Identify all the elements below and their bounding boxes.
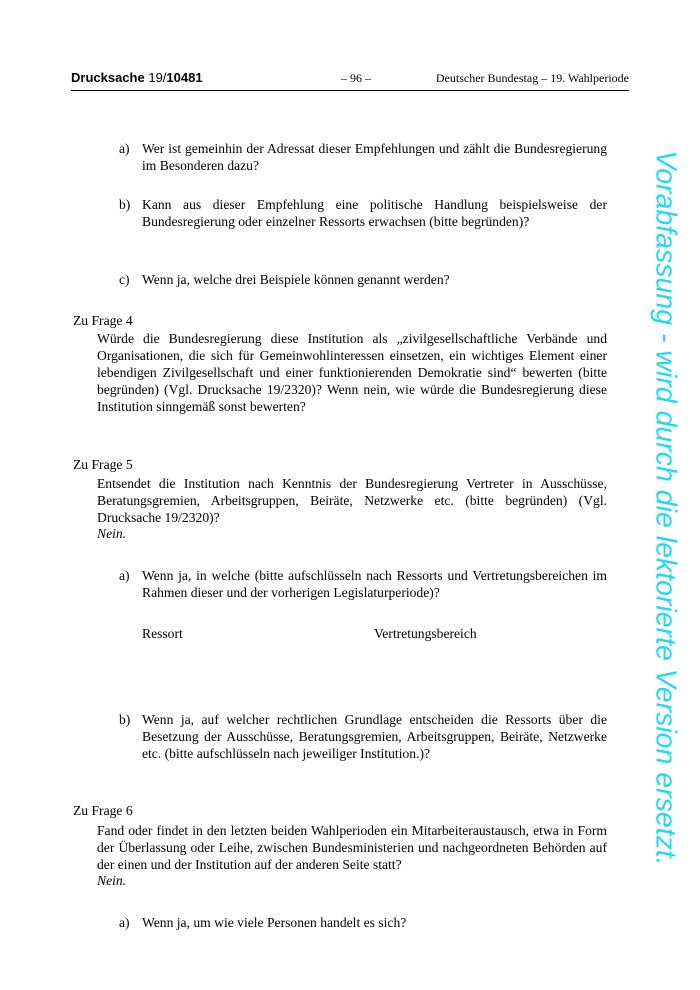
draft-watermark (637, 108, 693, 908)
q4-text: Würde die Bundesregierung diese Institution als „zivilgesellschaftliche Verbände und Organisationen, die sich für Gemeinwohlinteressen einsetzen, ein wichtiges Element einer lebendigen Zivilgesellschaft und einer funktionierenden Demokratie sind“ bewerten (bitte begründen) (Vgl. Drucksache 19/2320)? Wenn nein, wie würde die Bundesregierung diese Institution sinngemäß sonst bewerten? (97, 331, 607, 414)
q6-item-a (119, 914, 607, 931)
item-text: Wenn ja, in welche (bitte aufschlüsseln nach Ressorts und Vertretungsbereichen im Rahmen dieser und der vorherigen Legislaturperiode)? (142, 568, 607, 600)
col-ressort: Ressort (142, 626, 183, 641)
item-label: a) (119, 568, 130, 583)
item-label: c) (119, 272, 130, 287)
item-text: Wenn ja, auf welcher rechtlichen Grundlage entscheiden die Ressorts über die Besetzung der Ausschüsse, Beratungsgremien, Arbeitsgruppen, Beiräte, Netzwerke etc. (bitte aufschlüsseln nach jeweiliger Institution.)? (142, 712, 607, 761)
q5-answer: Nein. (97, 526, 127, 541)
item-label: b) (119, 197, 131, 212)
item-text: Wer ist gemeinhin der Adressat dieser Empfehlungen und zählt die Bundesregierung im Besonderen dazu? (142, 141, 607, 173)
item-text: Wenn ja, um wie viele Personen handelt es sich? (142, 915, 407, 930)
q5-heading: Zu Frage 5 (73, 457, 133, 472)
q6-answer: Nein. (97, 873, 127, 888)
document-number-value: 10481 (166, 70, 203, 85)
q3-item-b (119, 196, 607, 230)
q5-text: Entsendet die Institution nach Kenntnis der Bundesregierung Vertreter in Ausschüsse, Beratungsgremien, Arbeitsgruppen, Beiräte, Netzwerke etc. (bitte begründen) (Vgl. Drucksache 19/2320)? (97, 476, 607, 525)
page-header (71, 70, 629, 91)
document-period: 19/ (148, 70, 167, 85)
item-text: Kann aus dieser Empfehlung eine politische Handlung beispielsweise der Bundesregierung oder einzelner Ressorts erwachsen (bitte begründen)? (142, 197, 607, 229)
page-number: – 96 – (341, 71, 371, 85)
document-label: Drucksache (71, 70, 145, 85)
q4-heading: Zu Frage 4 (73, 313, 133, 328)
q5-item-a (119, 567, 607, 601)
q5-item-b (119, 711, 607, 762)
q6-heading: Zu Frage 6 (73, 803, 133, 818)
publisher: Deutscher Bundestag – 19. Wahlperiode (435, 71, 629, 85)
q6-text: Fand oder findet in den letzten beiden Wahlperioden ein Mitarbeiteraustausch, etwa in Form der Überlassung oder Leihe, zwischen Bundesministerien und nachgeordneten Behörden auf der einen und der Institution auf der anderen Seite statt? (97, 823, 607, 872)
watermark-text: Vorabfassung - wird durch die lektorierte Version ersetzt. (649, 150, 682, 866)
item-label: a) (119, 141, 130, 156)
col-vertretungsbereich: Vertretungsbereich (374, 626, 477, 641)
q3-item-c (119, 271, 607, 288)
q3-item-a (119, 140, 607, 174)
item-text: Wenn ja, welche drei Beispiele können genannt werden? (142, 272, 450, 287)
item-label: a) (119, 915, 130, 930)
document-number (71, 70, 203, 85)
item-label: b) (119, 712, 131, 727)
